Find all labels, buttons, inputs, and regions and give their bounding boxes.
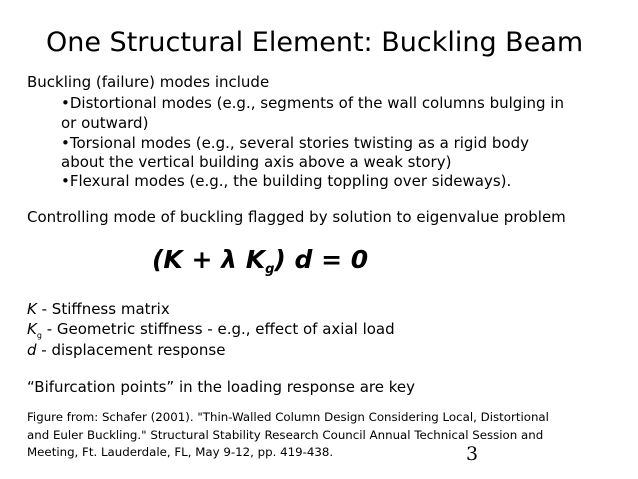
figure-credit-line: Figure from: Schafer (2001). "Thin-Walled Column Design Considering Local, Distortional <box>27 410 549 424</box>
bullet-distortional-cont: or outward) <box>61 114 149 132</box>
def-symbol: d <box>27 341 37 359</box>
def-symbol: K <box>27 320 37 338</box>
controlling-mode-text: Controlling mode of buckling flagged by solution to eigenvalue problem <box>27 208 566 226</box>
bifurcation-text: “Bifurcation points” in the loading response are key <box>27 378 415 396</box>
def-text: - Stiffness matrix <box>36 300 170 318</box>
figure-credit-line: and Euler Buckling." Structural Stability Research Council Annual Technical Session and <box>27 428 544 442</box>
eq-k: K <box>236 245 266 274</box>
eq-lambda-symbol: λ <box>221 245 237 274</box>
page-number: 3 <box>466 443 479 465</box>
def-text: - displacement response <box>36 341 226 359</box>
bullet-torsional: •Torsional modes (e.g., several stories twisting as a rigid body <box>61 134 529 152</box>
def-subscript: g <box>36 331 42 340</box>
def-text: - Geometric stiffness - e.g., effect of axial load <box>41 320 395 338</box>
figure-credit-line: Meeting, Ft. Lauderdale, FL, May 9-12, pp. 419-438. <box>27 445 334 459</box>
eq-subscript: g <box>265 262 275 277</box>
bullet-torsional-cont: about the vertical building axis above a weak story) <box>61 153 452 171</box>
bullet-flexural: •Flexural modes (e.g., the building toppling over sideways). <box>61 172 512 190</box>
eq-open: (K + <box>152 245 222 274</box>
eq-close: ) d = 0 <box>274 245 369 274</box>
bullet-distortional: •Distortional modes (e.g., segments of the wall columns bulging in <box>61 94 564 112</box>
eigenvalue-equation <box>152 244 368 286</box>
definition-displacement <box>27 341 225 360</box>
slide-title: One Structural Element: Buckling Beam <box>46 27 584 58</box>
definition-stiffness <box>27 300 170 319</box>
def-symbol: K <box>27 300 37 318</box>
intro-text: Buckling (failure) modes include <box>27 73 270 91</box>
